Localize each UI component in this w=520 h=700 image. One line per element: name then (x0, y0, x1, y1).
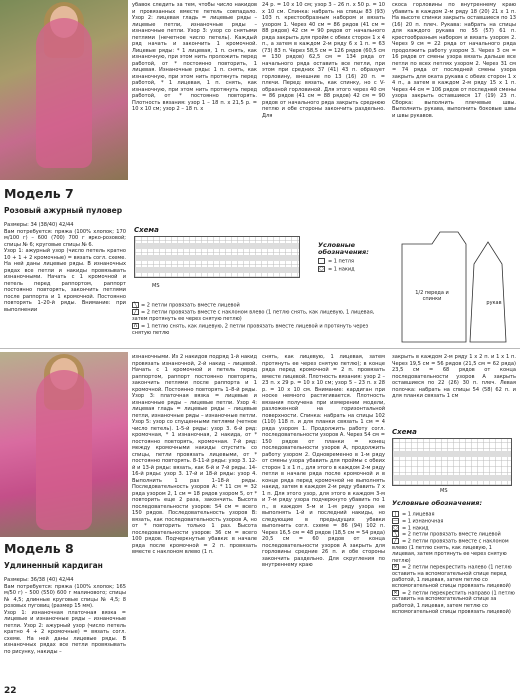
cross-left-symbol-icon: ✕ (393, 563, 398, 570)
model7-schema-title: Схема (134, 226, 159, 234)
model7-title: Модель 7 (4, 186, 74, 201)
model7-pattern-legend (132, 302, 382, 336)
model7-front-back-label: 1/2 переда и спинки (415, 290, 449, 302)
model7-pattern-legend-item: ╱ = 2 петли провязать вместе с наклоном влево (1 петлю снять, как лицевую, 1 лицевая, затем протянуть ее через снятую петлю) (132, 309, 375, 322)
model8-legend-item: ✕ = 2 петли перекрестить налево (1 петлю оставить на вспомогательной спице перед работой, 1 лицевая, затем петлю со вспомогательной спицы провязать лицевой) (392, 563, 512, 590)
model7-materials: Вам потребуется: пряжа (100% хлопок; 170 м/100 г) – 600 (700) 700 г ярко-розовой; спицы № 6; круговые спицы № 6. (4, 228, 126, 248)
model8-mid-column: изнаночными. Из 2 накидов подряд 1-й накид провязать изнаночной, 2-й накид – лицевой. Начать с 1 кромочной и петель перед раппортом, раппорт постоянно повторять, закончить петлями после раппорта и 1 кромочной. Постоянно повторять 1–8-й ряды. Узор 3: платочная вязка = лицевые и изнаночные ряды – лицевые петли. Узор 4: лицевая гладь = лицевые ряды – лицевые петли, изнаночные ряды – изнаночные петли. Узор 5: узор со спущенными петлями (четное число петель). 1-5-й ряды: узор 3. 6-й ряд: кромочная, * 1 изнаночная, 2 накида, от * постоянно повторять, кромочная. 7-й ряд: между кромочными накиды спустить со спицы, петли провязать лицевыми, от * постоянно повторять. 8-11-й ряды: узор 3. 12-й и 13-й ряды: вязать, как 6-й и 7-й ряды. 14-16-й ряды: узор 3. 17-й и 18-й ряды: узор 4. Выполнить 1 раз 1–18-й ряды. Последовательность узоров А: * 11 см = 32 ряда узором 2, 1 см = 18 рядов узором 5, от * повторить еще 2 раза, закончить. Высота последовательности узоров: 54 см = всего 150 рядов. Последовательность узоров В: вязать, как последовательность узоров А, но от * повторить только 1 раз. Высота последовательности узоров: 36 см = всего 100 рядов. Подчеркнутые убавки: в начале ряда после кромочной = 2 п. провязать вместе с наклоном влево (1 п. (132, 354, 257, 555)
model8-right-column-2: закрыть в каждом 2-м ряду 1 х 2 п. и 1 х 1 п. Через 19,5 см = 56 рядов (21,5 см = 62 ряда) 23,5 см = 68 рядов от конца последовательности узоров А закрыть оставшиеся по 22 (26) 30 п. плеч. Левая полочка: набрать на спицы 54 (58) 62 п. и для планки связать 1 см (392, 354, 516, 399)
sk2p-symbol-icon: Λ (133, 322, 138, 329)
model8-legend (392, 511, 516, 615)
model8-title: Модель 8 (4, 541, 74, 556)
model7-mid-column: убавок следить за тем, чтобы число накидов и провязанных вместе петель совпадало. Узор 2: лицевая гладь = лицевые ряды – лицевые петли, изнаночные ряды – изнаночные петли. Узор 3: узор со снятыми петлями (нечетное число петель). Каждый ряд начать и закончить 1 кромочной. Лицевые ряды: * 1 лицевая, 1 п. снять, как изнаночную, при этом нить проложить перед работой, от * постоянно повторить, 1 лицевая. Изнаночные ряды: 1 п. снять, как изнаночную, при этом нить протянуть перед работой, * 1 лицевая, 1 п. снять, как изнаночную, при этом нить протянуть перед работой, от * постоянно повторять. Плотность вязания: узор 1 – 18 п. х 21,5 р. = 10 х 10 см; узор 2 – 18 п. х (132, 2, 257, 112)
model8-legend-item: ○ = 1 накид (393, 524, 429, 532)
model8-legend-item: | = 1 лицевая (392, 511, 516, 518)
model7-pattern-text: Узор 1: ажурный узор (число петель кратно 10 + 1 + 2 кромочные) = вязать согл. схеме. На ней даны лицевые ряды. В изнаночных рядах все петли и накиды провязывать изнаночными. Начать с 1 кромочной и петель перед раппортом, раппорт постоянно повторять, закончить петлями после раппорта и 1 кромочной. Постоянно повторять 1–20-й ряды. Внимание: при выполнении (4, 248, 126, 313)
ssk-symbol-icon: ╱ (133, 309, 137, 315)
model7-right-column-2: скоса горловины по внутреннему краю убавить в каждом 2-м ряду 18 (20) 21 х 1 п. На высоте спинки закрыть оставшиеся по 13 (16) 20 п. плеч. Рукава: набрать на спицы для каждого рукава по 55 (57) 61 п. крестообразным набором и вязать узором 2. Через 9 см = 22 ряда от начального ряда продолжить работу узором 3. Через 3 см = 16 рядов от смены узора вязать дальше все петли по всех петлях узором 2. Через 31 см = 74 ряда от последней смены узора закрыть для оката рукава с обеих сторон 1 х 4 п., а затем в каждом 2-м ряду 15 х 1 п. Через 44 см = 106 рядов от последней смены узора закрыть оставшиеся 17 (19) 23 п. Сборка: выполнить плечевые швы. Выполнить рукава, выполнить боковые швы и швы рукавов. (392, 2, 516, 119)
page-number: 22 (4, 686, 17, 696)
model8-legend-item: ╲ = 2 петли провязать вместе лицевой (393, 531, 501, 538)
model7-legend-item: = 1 петля (318, 258, 388, 265)
purl-symbol-icon: — (393, 517, 398, 524)
model8-left-column (4, 577, 126, 683)
knit-symbol-icon: | (392, 511, 399, 517)
model8-schema-title: Схема (392, 428, 417, 436)
model8-legend-item: ✕ = 2 петли перекрестить направо (1 петлю оставить на вспомогательной спице за работой, 1 лицевая, затем петлю со вспомогательной спицы провязать лицевой) (392, 589, 515, 615)
stitch-symbol-icon (318, 258, 325, 264)
section-divider (0, 348, 520, 349)
k2tog-symbol-icon: ╲ (133, 302, 137, 308)
model8-photo (0, 352, 128, 537)
yarn-over-symbol-icon: ○ (393, 524, 398, 531)
model8-materials: Вам потребуется: пряжа (100% хлопок; 165 м/50 г) – 500 (550) 600 г малинового; спицы № 4,5; длинные круговые спицы № 4,5; 8 розовых пуговиц (размер 15 мм). (4, 583, 126, 609)
model7-subtitle: Розовый ажурный пуловер (4, 206, 123, 215)
model8-legend-title: Условные обозначения: (392, 499, 483, 507)
k2tog-symbol-icon: ╲ (393, 531, 397, 538)
model8-right-column-1: снять, как лицевую, 1 лицевая, затем протянуть ее через снятую петлю); в конце ряда перед кромочной = 2 п. провязать вместе лицевой. Плотность вязания: узор 2 – 23 п. х 29 р. = 10 х 10 см; узор 5 – 23 п. х 28 р. = 10 х 10 см. Внимание: кардиган при носке немного растягивается. Плотность вязания получена при измерении модели, разложенной на горизонтальной поверхности. Спинка: набрать на спицы 102 (110) 118 п. и для планки связать 1 см = 4 ряда узором 1. Продолжить работу согл. последовательности узоров А. Через 54 см = 150 рядов от планки = конец последовательности узоров А, продолжить работу узором 2. Одновременно в 1-м ряду от смены узора убавить для проймы с обеих сторон 1 х 1 п., для этого в каждом 2-м ряду петли в начале ряда после кромочной и в конце ряда перед кромочной не выполнять накид, затем в каждом 2-м ряду убавить 7 х 1 п. Для этого узор, для этого в каждом 3-м и 7-м ряду узора подчеркнуто убавить по 1 п., в каждом 5-м и 1-м ряду узора не выполнять 1-й и последний накиды, но следующие в предыдущих убавки выполнить согл. схеме = 86 (94) 102 п. Через 16,5 см = 48 рядов (18,5 см = 54 ряда) 20,5 см = 60 рядов от конца последовательности узоров А закрыть для горловины средние 26 п. и обе стороны закончить раздельно. Для скругления по внутреннему краю (262, 354, 385, 568)
model8-ms-label: MS (440, 488, 448, 494)
model8-legend-item: ╱ = 2 петли провязать вместе с наклоном влево (1 петлю снять, как лицевую, 1 лицевая, затем протянуть ее через снятую петлю) (392, 538, 509, 564)
model7-right-column-1: 24 р. = 10 х 10 см; узор 3 – 26 п. х 50 р. = 10 х 10 см. Спинка: набрать на спицы 83 (93) 103 п. крестообразным набором и вязать узором 1. Через 40 см = 86 рядов (41 см = 88 рядов) 42 см = 90 рядов от начального ряда закрыть для пройм с обеих сторон 1 х 4 п., а затем в каждом 2-м ряду 6 х 1 п. = 63 (73) 83 п. Через 58,5 см = 126 рядов (60,5 см = 130 рядов) 62,5 см = 134 ряда от начального ряда оставить все петли, при этом при средних 37 (41) 43 п. образует горловину, внешние по 13 (16) 20 п. = плечи. Перед: вязать, как спинку, но с V-образной горловиной. Для этого через 40 см = 86 рядов (41 см = 88 рядов) 42 см = 90 рядов от начального ряда закрыть среднюю петлю и обе стороны закончить раздельно. Для (262, 2, 385, 119)
yarn-over-symbol-icon: ○ (319, 266, 324, 272)
model7-left-column (4, 222, 126, 350)
model7-pattern-legend-item: ╲ = 2 петли провязать вместе лицевой (133, 302, 240, 309)
model7-ms-label: MS (152, 283, 160, 289)
model7-photo (0, 0, 128, 180)
model7-sizes: Размеры: 34 (38/40) 42/44 (4, 222, 74, 228)
ssk-symbol-icon: ╱ (393, 538, 397, 545)
model8-chart-grid (392, 438, 512, 486)
model7-legend-item: ○ = 1 накид (319, 266, 355, 273)
model7-legend-title: Условные обозначения: (318, 241, 369, 256)
model7-sleeve-label: рукав (486, 300, 502, 306)
model7-garment-diagram (392, 224, 516, 346)
model8-subtitle: Удлиненный кардиган (4, 561, 103, 570)
model7-chart-grid (134, 236, 300, 278)
model8-pattern-text: Узор 1: изнаночная платочная вязка = лицевые и изнаночные ряды – изнаночные петли. Узор 2: ажурный узор (число петель кратно 4 + 2 кромочные) = вязать согл. схеме. На ней даны лицевые ряды. В изнаночных рядах все петли провязывать по рисунку, накиды – (4, 609, 126, 655)
cross-right-symbol-icon: ✕ (393, 589, 398, 596)
model8-legend-item: — = 1 изнаночная (393, 517, 444, 525)
model7-pattern-legend-item: Λ = 1 петлю снять, как лицевую, 2 петли провязать вместе лицевой и протянуть через снятую петлю (132, 322, 369, 336)
model8-sizes: Размеры: 36/38 (40) 42/44 (4, 577, 74, 583)
